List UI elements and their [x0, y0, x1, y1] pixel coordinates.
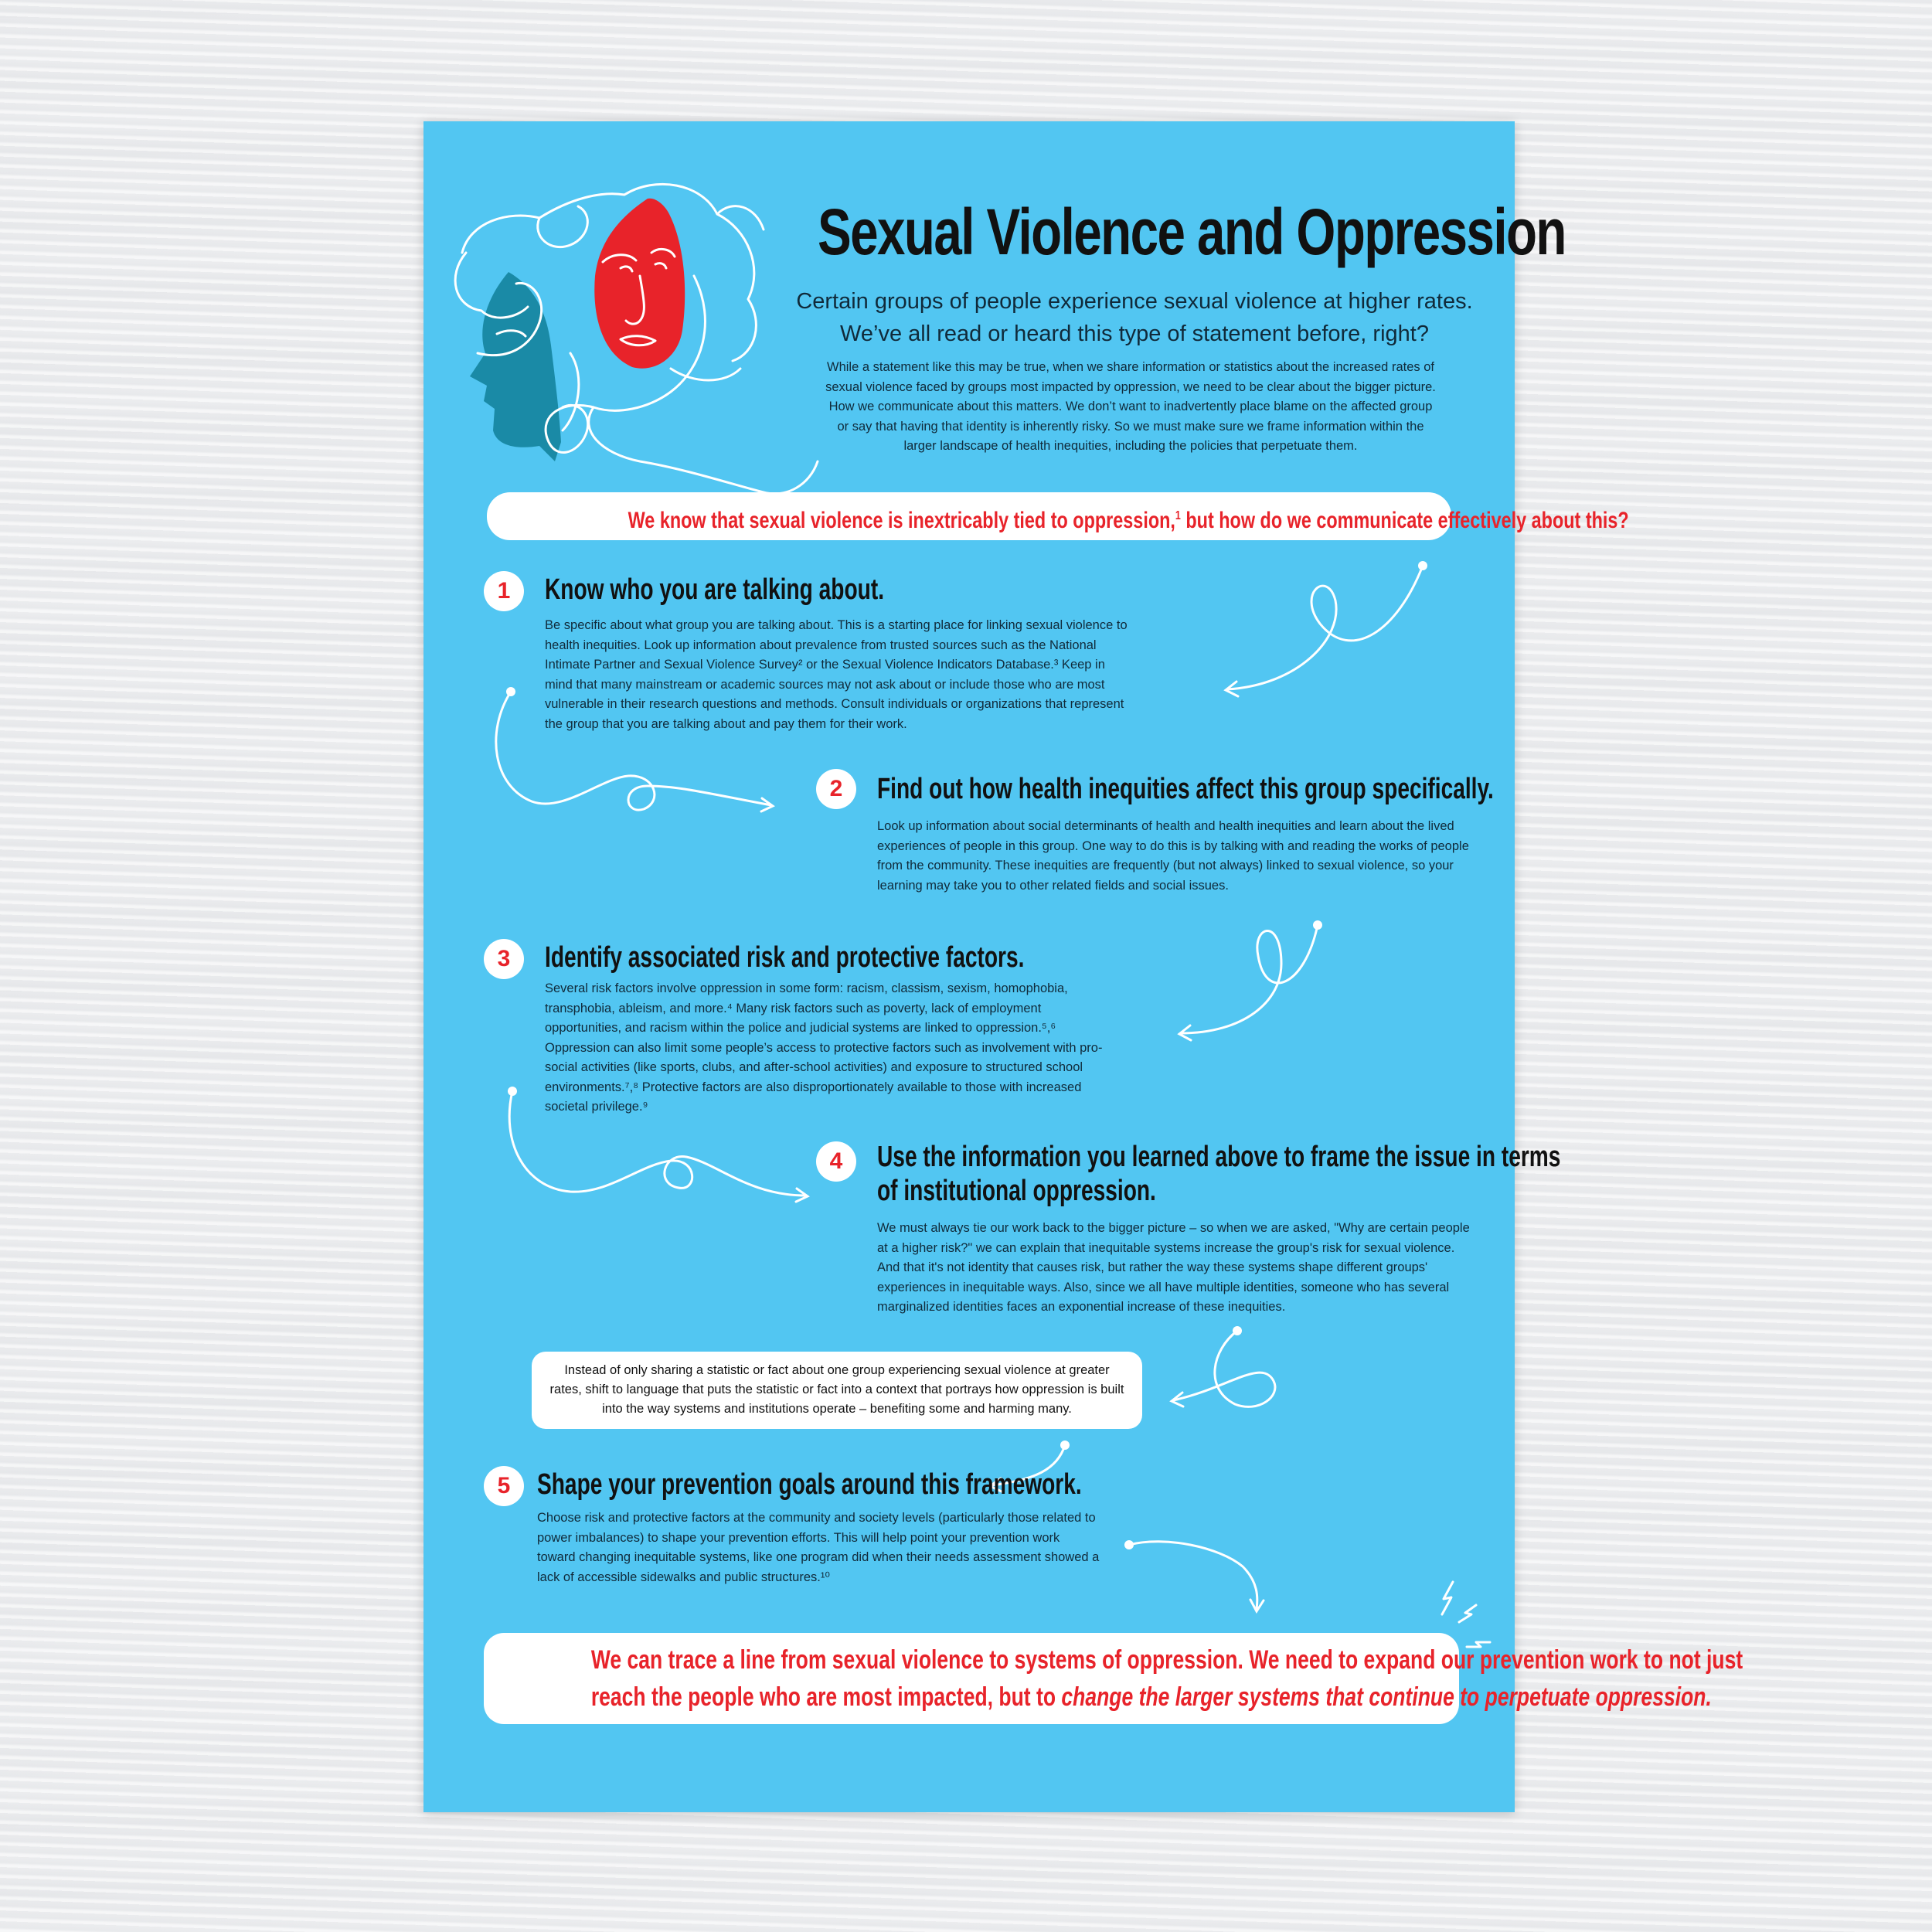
- step-2-body: Look up information about social determinants of health and health inequities and learn about the lived experiences of people in this group. One way to do this is by talking with and reading the works of people from the community. These inequities are frequently (but not always) linked to sexual violence, so your learning may take you to other related fields and social issues.: [877, 819, 1469, 893]
- closing-line-1: We can trace a line from sexual violence to systems of oppression. We need to expand our prevention work to not just: [590, 1645, 1743, 1675]
- question-text-before: We know that sexual violence is inextricably tied to oppression,: [628, 508, 1175, 533]
- step-1-number-badge: 1: [484, 571, 524, 611]
- lede-line-2: We’ve all read or heard this type of statement before, right?: [840, 321, 1429, 346]
- teal-face-shape: [470, 272, 561, 461]
- step-3-number-badge: 3: [484, 939, 524, 979]
- callout-box: Instead of only sharing a statistic or fact about one group experiencing sexual violence at greater rates, shift to language that puts the statistic or fact into a context that portrays how oppression is built into the way systems and institutions operate – benefiting some and harming many.: [532, 1352, 1142, 1429]
- step-2-number-badge: 2: [816, 769, 856, 809]
- step-5-number-badge: 5: [484, 1466, 524, 1506]
- step-1-heading: Know who you are talking about.: [545, 573, 885, 606]
- question-banner: [487, 492, 1629, 540]
- red-face-shape: [594, 199, 685, 369]
- step-4-number-badge: 4: [816, 1141, 856, 1182]
- arrow-decoration-3: [1179, 920, 1322, 1040]
- step-4-heading-line-1: Use the information you learned above to frame the issue in terms: [877, 1141, 1561, 1173]
- arrow-decoration-7: [1124, 1540, 1264, 1611]
- intro-paragraph: While a statement like this may be true, when we share information or statistics about the increased rates of sexual violence faced by groups most impacted by oppression, we need to be clear about the bigger picture. How we communicate about this matters. We don’t want to inadvertently place blame on the affected group or say that having that identity is inherently risky. So we must make sure we frame information within the larger landscape of health inequities, including the policies that perpetuate them.: [825, 360, 1436, 453]
- poster: [423, 121, 1743, 1812]
- lede-line-1: Certain groups of people experience sexual violence at higher rates.: [796, 289, 1473, 314]
- step-4-body: We must always tie our work back to the bigger picture – so when we are asked, "Why are certain people at a higher risk?" we can explain that inequitable systems increase the group's risk for sexual violence. And that it's not identity that causes risk, but rather the way these systems shape different groups' experiences in inequitable ways. Also, since we all have multiple identities, someone who has several marginalized identities faces an exponential increase of these inequities.: [877, 1221, 1470, 1314]
- page-title: Sexual Violence and Oppression: [818, 196, 1566, 268]
- question-text-after: but how do we communicate effectively about this?: [1180, 508, 1629, 533]
- arrow-decoration-5: [1172, 1326, 1275, 1406]
- closing-line-2-plain: reach the people who are most impacted, but to: [590, 1682, 1062, 1712]
- step-3-body: Several risk factors involve oppression in some form: racism, classism, sexism, homophobia, transphobia, ableism, and more.⁴ Many risk factors such as poverty, lack of employment opportunities, and racism within the police and judicial systems are linked to oppression.⁵,⁶ Oppression can also limit some people’s access to protective factors such as involvement with pro-social activities (like sports, clubs, and after-school activities) and exposure to structured school environments.⁷,⁸ Protective factors are also disproportionately available to those with increased societal privilege.⁹: [545, 981, 1103, 1114]
- step-1-body: Be specific about what group you are talking about. This is a starting place for linking sexual violence to health inequities. Look up information about prevalence from trusted sources such as the National Intimate Partner and Sexual Violence Survey² or the Sexual Violence Indicators Database.³ Keep in mind that many mainstream or academic sources may not ask about or include those who are most vulnerable in their research questions and methods. Consult individuals or organizations that represent the group that you are talking about and pay them for their work.: [545, 618, 1128, 731]
- arrow-decoration-1: [1226, 561, 1427, 696]
- closing-line-2: [590, 1679, 1712, 1716]
- question-footnote: 1: [1175, 509, 1181, 522]
- step-2-heading: Find out how health inequities affect this group specifically.: [877, 773, 1494, 805]
- step-4-heading-line-2: of institutional oppression.: [877, 1175, 1156, 1207]
- step-4-heading: [877, 1140, 1560, 1208]
- closing-banner: [484, 1633, 1743, 1724]
- step-3-heading: Identify associated risk and protective factors.: [545, 941, 1025, 974]
- lede-text: [794, 285, 1475, 350]
- closing-line-2-italic: change the larger systems that continue to perpetuate oppression.: [1061, 1682, 1712, 1712]
- faces-illustration: [455, 184, 818, 494]
- step-5-heading: Shape your prevention goals around this framework.: [537, 1468, 1082, 1501]
- step-5-body: Choose risk and protective factors at the community and society levels (particularly those related to power imbalances) to shape your prevention efforts. This will help point your prevention work toward changing inequitable systems, like one program did when their needs assessment showed a lack of accessible sidewalks and public structures.¹⁰: [537, 1511, 1100, 1584]
